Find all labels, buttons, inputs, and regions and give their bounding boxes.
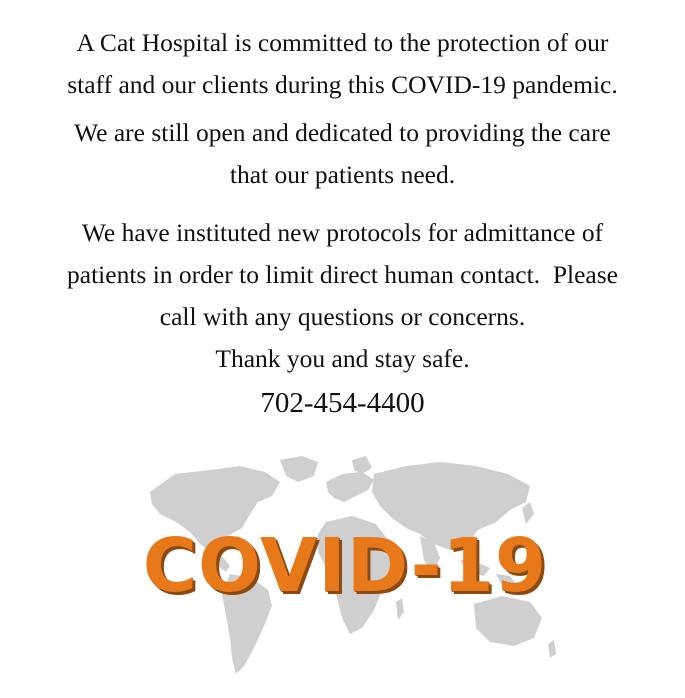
protocols-line-1: We have instituted new protocols for admittance of <box>81 218 604 247</box>
protocols-paragraph <box>0 212 685 424</box>
open-line-1: We are still open and dedicated to providing the care <box>74 118 611 147</box>
protocols-line-2: patients in order to limit direct human contact. Please <box>67 260 618 289</box>
covid-graphic <box>130 452 560 692</box>
phone-number: 702-454-4400 <box>260 387 425 419</box>
open-paragraph <box>0 112 685 196</box>
commitment-line-1: A Cat Hospital is committed to the protection of our <box>76 28 609 57</box>
covid-notice <box>0 22 685 424</box>
open-line-2: that our patients need. <box>229 160 456 189</box>
commitment-paragraph <box>0 22 685 106</box>
commitment-line-2: staff and our clients during this COVID-19 pandemic. <box>67 70 618 99</box>
protocols-line-3: call with any questions or concerns. <box>159 302 526 331</box>
thank-you-line: Thank you and stay safe. <box>215 344 470 373</box>
covid-19-title: COVID-19 <box>142 523 548 609</box>
